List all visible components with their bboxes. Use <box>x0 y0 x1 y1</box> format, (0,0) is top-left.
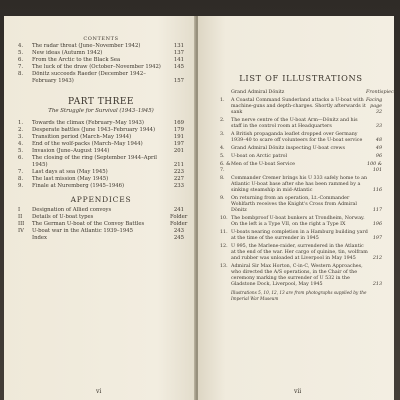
illustrations-list <box>220 90 397 302</box>
illustration-entry-title: U-boats nearing completion in a Hamburg building yard at the time of the surrender in 1945 <box>231 230 368 241</box>
illustration-entry-page: 49 <box>375 146 382 151</box>
appendix-entry <box>18 221 188 228</box>
contents-entry-num: 9. <box>18 183 24 189</box>
contents-entry-page: 169 <box>173 120 184 126</box>
appendix-entry-title: Index <box>32 235 48 241</box>
appendix-entry-num <box>18 235 32 242</box>
contents-entry <box>18 183 184 190</box>
contents-entry-num: 7. <box>18 64 24 70</box>
running-head: CONTENTS <box>83 36 119 42</box>
illustration-entry <box>220 264 382 288</box>
illustration-entry-page: 196 <box>372 221 382 227</box>
part-subtitle: The Struggle for Survival (1943–1945) <box>48 108 154 114</box>
illustration-entry <box>220 146 382 152</box>
illustration-entry-page: Frontispiece <box>366 90 397 95</box>
contents-entry-title: The radar threat (June–November 1942) <box>32 43 141 49</box>
illustration-entry <box>220 176 382 194</box>
contents-entry-title: The last mission (May 1945) <box>32 176 109 182</box>
illustration-entry <box>220 132 382 144</box>
illustration-entry-num: 12. <box>220 244 228 249</box>
contents-entry-page: 179 <box>173 127 184 133</box>
contents-entry-num: 7. <box>18 169 24 175</box>
illustration-note <box>220 290 382 302</box>
contents-entry-title: Desperate battles (June 1943–February 1944) <box>32 127 156 133</box>
contents-entry-num: 1. <box>18 120 24 126</box>
part-heading: PART THREE <box>68 97 134 107</box>
contents-entry-title: Towards the climax (February–May 1943) <box>32 120 144 126</box>
contents-entry-title: From the Arctic to the Black Sea <box>32 57 121 63</box>
contents-entry-num: 6. <box>18 57 24 63</box>
illustration-entry-page: 96 <box>375 154 382 160</box>
illustration-entry-page: 212 <box>372 255 382 261</box>
appendix-entry-page: 243 <box>173 228 184 234</box>
contents-entry <box>18 57 184 64</box>
illustration-entry-num: 6. & 7. <box>220 162 231 174</box>
page-number-left: vi <box>96 388 102 395</box>
illustration-entry <box>220 154 382 160</box>
contents-entry-title: New ideas (Autumn 1942) <box>32 50 103 56</box>
illustration-entry-page: 213 <box>372 281 382 287</box>
contents-entry <box>18 169 184 176</box>
illustration-note-text: Illustrations 5, 10, 12, 13 are from photographs supplied by the Imperial War Museum <box>231 289 367 301</box>
contents-entry <box>18 50 184 57</box>
illustration-entry-num: 9. <box>220 196 225 202</box>
illustration-entry-num <box>220 90 231 96</box>
illustration-entry-title: On returning from an operation, Lt.-Commander Wohlfarth receives the Knight's Cross from Admiral Dönitz <box>231 196 357 213</box>
illustration-entry <box>220 216 382 228</box>
contents-entry-num: 8. <box>18 176 24 182</box>
contents-entry-num: 2. <box>18 127 24 133</box>
contents-entry <box>18 155 184 169</box>
illustration-entry-title: A Coastal Command Sunderland attacks a U-boat with machine-guns and depth-charges. Shortly afterwards it sank <box>231 98 366 115</box>
appendix-entry-title: Designation of Allied convoys <box>32 207 112 213</box>
contents-entry-num: 5. <box>18 50 24 56</box>
contents-entry-page: 137 <box>173 50 184 56</box>
appendix-entry-page: Folder <box>170 221 188 227</box>
illustration-entry <box>220 196 382 214</box>
appendix-entry-title: Details of U-boat types <box>32 214 94 220</box>
contents-entry-page: 227 <box>173 176 184 182</box>
contents-entry-page: 131 <box>173 43 184 49</box>
contents-entry-num: 4. <box>18 43 24 49</box>
contents-entry-page: 197 <box>173 141 184 147</box>
illustration-entry <box>220 98 382 116</box>
contents-entry-page: 141 <box>173 57 184 63</box>
page-number-right: vii <box>294 388 302 395</box>
appendix-entry-num: II <box>18 214 23 220</box>
illustration-entry-num: 13. <box>220 263 228 269</box>
illustration-entry-title: Commander Cremer brings his U 333 safely home to an Atlantic U-boat base after she has been rammed by a sinking steamship in mid-Atlantic <box>231 176 368 193</box>
contents-entry-title: Last days at sea (May 1945) <box>32 169 108 175</box>
open-book <box>4 16 397 400</box>
illustration-entry-num: 3. <box>220 132 225 137</box>
illustration-entry-page: 100 & 101 <box>367 162 382 174</box>
contents-entry-page: 233 <box>173 183 184 189</box>
illustration-entry-page: 48 <box>375 137 382 143</box>
illustrations-heading: LIST OF ILLUSTRATIONS <box>239 73 363 83</box>
contents-entry <box>18 71 184 85</box>
contents-entry-page: 191 <box>173 134 184 140</box>
contents-entry-num: 5. <box>18 148 24 154</box>
contents-entry-title: Finale at Nuremberg (1945–1946) <box>32 183 125 189</box>
illustration-entry <box>220 90 397 96</box>
appendix-entry <box>18 228 184 235</box>
appendix-entry <box>18 235 184 242</box>
contents-entry-title: Transition period (March–May 1944) <box>32 134 132 140</box>
illustration-entry-page: Facing page 32 <box>366 98 383 115</box>
contents-list-part2 <box>18 43 184 85</box>
contents-entry-num: 3. <box>18 134 24 140</box>
illustration-entry-page: 117 <box>372 207 382 213</box>
contents-entry-title: The closing of the ring (September 1944–April 1945) <box>32 155 157 168</box>
illustration-entry <box>220 244 382 262</box>
illustration-entry-page: 116 <box>372 188 382 193</box>
appendix-entry-title: U-boat war in the Atlantic 1939–1945 <box>32 228 133 234</box>
illustration-entry-num: 10. <box>220 216 228 221</box>
illustration-entry <box>220 118 382 130</box>
contents-entry-num: 6. <box>18 155 24 161</box>
contents-entry <box>18 176 184 183</box>
illustration-entry-title: U 995, the Marlene-raider, surrendered in the Atlantic at the end of the war. Her cargo of quinine, tin, wolfram and rubber was unloaded at Liverpool in May 1945 <box>231 244 368 261</box>
contents-entry <box>18 64 184 71</box>
illustration-entry-title: Grand Admiral Dönitz inspecting U-boat crews <box>231 146 345 151</box>
contents-entry <box>18 141 184 148</box>
illustration-entry-num: 8. <box>220 176 225 182</box>
illustration-entry-num: 1. <box>220 98 225 104</box>
contents-entry <box>18 134 184 141</box>
illustration-entry-num: 4. <box>220 146 225 151</box>
contents-entry <box>18 127 184 134</box>
contents-entry-title: The luck of the draw (October–November 1942) <box>32 64 161 70</box>
contents-entry <box>18 148 184 155</box>
appendix-entry-title: The German U-boat of the Convoy Battles <box>32 221 145 227</box>
contents-entry-num: 8. <box>18 71 24 77</box>
illustration-entry-title: Admiral Sir Max Horton, C-in-C, Western Approaches, who directed the A/S operations, in the Chair of the ceremony marking the surrender of U 532 in the Gladstone Dock, Liverpool, May 1945 <box>231 263 363 287</box>
illustration-entry-title: The bombproof U-boat bunkers at Trondheim, Norway. On the left is a Type VII, on the right a Type IX <box>231 216 365 227</box>
contents-entry-num: 4. <box>18 141 24 147</box>
illustration-entry-title: Men of the U-boat Service <box>231 162 295 168</box>
illustration-entry-num: 2. <box>220 118 225 123</box>
appendix-entry-num: III <box>18 221 25 227</box>
illustration-entry <box>220 230 382 242</box>
illustration-entry-num: 5. <box>220 154 225 160</box>
illustration-entry-title: Grand Admiral Dönitz <box>231 90 285 95</box>
appendix-entry-page: Folder <box>170 214 188 220</box>
contents-list-part3 <box>18 120 184 190</box>
contents-entry-page: 157 <box>173 78 184 84</box>
appendices-heading: APPENDICES <box>70 195 132 204</box>
illustrations-page <box>198 16 397 400</box>
contents-entry-page: 211 <box>173 162 184 168</box>
contents-entry-title: Dönitz succeeds Raeder (December 1942–February 1943) <box>32 71 146 84</box>
appendices-list <box>18 207 188 242</box>
contents-entry <box>18 43 184 50</box>
appendix-entry <box>18 214 188 221</box>
appendix-entry-page: 245 <box>173 235 184 241</box>
contents-entry-title: Invasion (June–August 1944) <box>32 148 110 154</box>
appendix-entry <box>18 207 184 214</box>
contents-page <box>4 16 196 400</box>
contents-entry-page: 145 <box>173 64 184 70</box>
contents-entry-page: 223 <box>173 169 184 175</box>
illustration-entry <box>220 162 382 174</box>
illustration-entry-page: 197 <box>372 235 382 241</box>
illustration-entry-num: 11. <box>220 230 228 235</box>
illustration-entry-title: A British propaganda leaflet dropped over Germany 1939–40 to scare off volunteers for the U-boat service <box>231 132 363 143</box>
contents-entry <box>18 120 184 127</box>
illustration-entry-title: U-boat on Arctic patrol <box>231 154 288 160</box>
contents-entry-title: End of the wolf-packs (March–May 1944) <box>32 141 143 147</box>
illustration-entry-title: The nerve centre of the U-boat Arm—Dönitz and his staff in the control room at Headquarters <box>231 118 358 129</box>
appendix-entry-num: IV <box>18 228 24 234</box>
contents-entry-page: 201 <box>173 148 184 154</box>
appendix-entry-page: 241 <box>173 207 184 213</box>
appendix-entry-num: I <box>18 207 21 213</box>
illustration-entry-page: 33 <box>375 123 382 129</box>
